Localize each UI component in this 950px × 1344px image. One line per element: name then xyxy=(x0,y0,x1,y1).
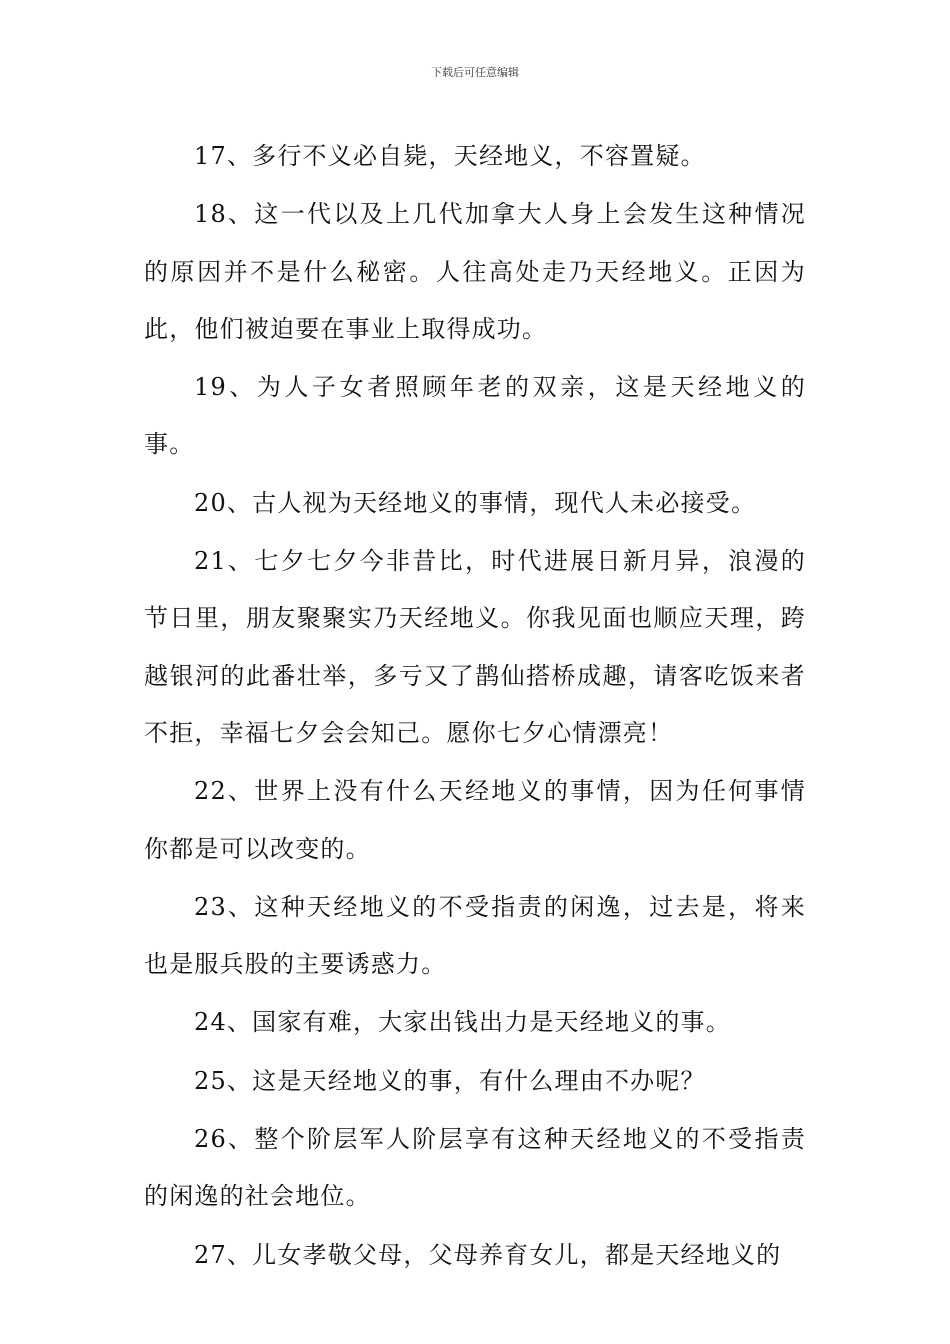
paragraph-20: 20、古人视为天经地义的事情，现代人未必接受。 xyxy=(194,488,757,517)
paragraph-21: 21、七夕七夕今非昔比，时代进展日新月异，浪漫的节日里，朋友聚聚实乃天经地义。你我见面也顺应天理，跨越银河的此番壮举，多亏又了鹊仙搭桥成趣，请客吃饭来者不拒，幸福七夕会会知己。愿你七夕心情漂亮！ xyxy=(144,547,806,747)
paragraph-24: 24、国家有难，大家出钱出力是天经地义的事。 xyxy=(194,1008,731,1037)
paragraph-18: 18、这一代以及上几代加拿大人身上会发生这种情况的原因并不是什么秘密。人往高处走乃天经地义。正因为此，他们被迫要在事业上取得成功。 xyxy=(144,200,806,343)
paragraph-26: 26、整个阶层军人阶层享有这种天经地义的不受指责的闲逸的社会地位。 xyxy=(144,1125,806,1211)
document-body xyxy=(144,128,806,1285)
paragraph-19: 19、为人子女者照顾年老的双亲，这是天经地义的事。 xyxy=(144,373,806,459)
paragraph-23: 23、这种天经地义的不受指责的闲逸，过去是，将来也是服兵股的主要诱惑力。 xyxy=(144,892,806,979)
paragraph-27: 27、儿女孝敬父母，父母养育女儿，都是天经地义的 xyxy=(194,1240,782,1269)
page-header: 下载后可任意编辑 xyxy=(431,66,519,79)
paragraph-22: 22、世界上没有什么天经地义的事情，因为任何事情你都是可以改变的。 xyxy=(144,777,806,863)
paragraph-25: 25、这是天经地义的事，有什么理由不办呢？ xyxy=(194,1066,706,1095)
paragraph-17: 17、多行不义必自毙，天经地义，不容置疑。 xyxy=(194,142,706,170)
